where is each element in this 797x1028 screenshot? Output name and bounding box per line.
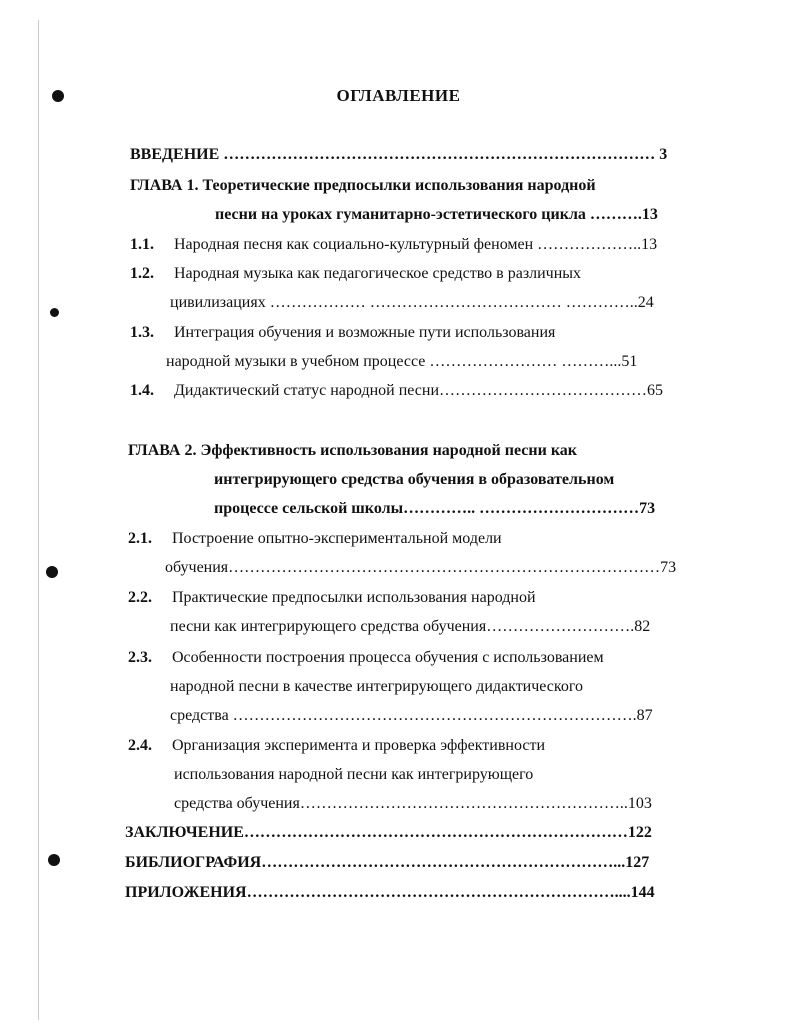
toc-section-2-1: [128, 529, 502, 549]
toc-section-2-3: [128, 648, 604, 668]
section-number: 1.2.: [130, 265, 154, 282]
toc-entry-text: средства ………………………………………………………………….87: [170, 707, 653, 724]
toc-section-2-2: [128, 588, 536, 608]
toc-entry-text: ГЛАВА 2. Эффективность использования народной песни как: [128, 442, 578, 459]
toc-chapter-1-heading: [130, 176, 596, 196]
toc-section-1-2: [130, 264, 581, 284]
toc-chapter-2-heading-cont-2: [214, 499, 655, 519]
toc-entry-text: БИБЛИОГРАФИЯ…………………………………………………………...127: [125, 854, 650, 871]
toc-section-1-2-cont: [170, 293, 654, 313]
toc-entry-text: средства обучения……………………………………………………..103: [174, 795, 652, 812]
toc-section-2-4-cont: [174, 765, 533, 785]
toc-chapter-2-heading: [128, 441, 577, 461]
section-number: 1.1.: [130, 236, 154, 253]
scan-margin-line: [38, 20, 39, 1020]
toc-chapter-1-heading-cont: [215, 205, 658, 225]
toc-entry-text: ГЛАВА 1. Теоретические предпосылки использования народной: [130, 177, 596, 194]
toc-entry-bibliography: [125, 853, 649, 873]
toc-section-1-1: [130, 235, 657, 255]
toc-entry-text: обучения………………………………………………………………………73: [165, 559, 677, 576]
toc-entry-text: интегрирующего средства обучения в образовательном: [214, 471, 615, 488]
section-number: 2.1.: [128, 530, 152, 547]
toc-entry-text: процессе сельской школы………….. …………………………73: [214, 500, 656, 517]
section-number: 2.2.: [128, 589, 152, 606]
toc-entry-text: использования народной песни как интегрирующего: [174, 766, 534, 783]
toc-entry-conclusion: [125, 823, 652, 843]
toc-entry-text: Практические предпосылки использования народной: [172, 589, 536, 606]
toc-entry-text: Интеграция обучения и возможные пути использования: [174, 324, 556, 341]
toc-entry-text: народной музыки в учебном процессе …………………… ………...51: [166, 353, 638, 370]
page-title: ОГЛАВЛЕНИЕ: [336, 86, 461, 105]
toc-section-2-3-cont-2: [170, 706, 653, 726]
section-number: 2.3.: [128, 649, 152, 666]
binder-hole: [46, 566, 58, 578]
toc-section-1-3-cont: [166, 352, 637, 372]
toc-entry-text: песни на уроках гуманитарно-эстетического цикла ……….13: [215, 206, 658, 223]
toc-entry-text: Народная песня как социально-культурный феномен ………………..13: [174, 236, 658, 253]
toc-entry-text: народной песни в качестве интегрирующего дидактического: [170, 678, 584, 695]
toc-section-1-3: [130, 323, 555, 343]
toc-entry-text: ВВЕДЕНИЕ ……………………………………………………………………… 3: [130, 146, 668, 163]
section-number: 1.4.: [130, 382, 154, 399]
toc-section-2-4: [128, 736, 545, 756]
toc-entry-text: Дидактический статус народной песни…………………………………65: [174, 382, 663, 399]
toc-entry-text: Построение опытно-экспериментальной модели: [172, 530, 502, 547]
toc-entry-introduction: [130, 145, 667, 165]
toc-section-2-2-cont: [170, 617, 650, 637]
toc-entry-text: ЗАКЛЮЧЕНИЕ………………………………………………………………122: [125, 824, 652, 841]
toc-entry-text: Особенности построения процесса обучения с использованием: [172, 649, 604, 666]
toc-section-2-4-cont-2: [174, 794, 652, 814]
binder-hole: [48, 854, 60, 866]
toc-entry-text: ПРИЛОЖЕНИЯ……………………………………………………………....144: [125, 884, 655, 901]
toc-entry-text: песни как интегрирующего средства обучения……………………….82: [170, 618, 651, 635]
toc-section-2-1-cont: [165, 558, 676, 578]
toc-entry-text: Народная музыка как педагогическое средство в различных: [174, 265, 582, 282]
toc-section-1-4: [130, 381, 663, 401]
toc-entry-text: Организация эксперимента и проверка эффективности: [172, 737, 546, 754]
toc-entry-text: цивилизациях ……………… ……………………………… …………..24: [170, 294, 654, 311]
section-number: 2.4.: [128, 737, 152, 754]
toc-chapter-2-heading-cont: [214, 470, 614, 490]
toc-entry-appendices: [125, 883, 655, 903]
toc-section-2-3-cont: [170, 677, 583, 697]
binder-hole: [50, 308, 59, 317]
section-number: 1.3.: [130, 324, 154, 341]
